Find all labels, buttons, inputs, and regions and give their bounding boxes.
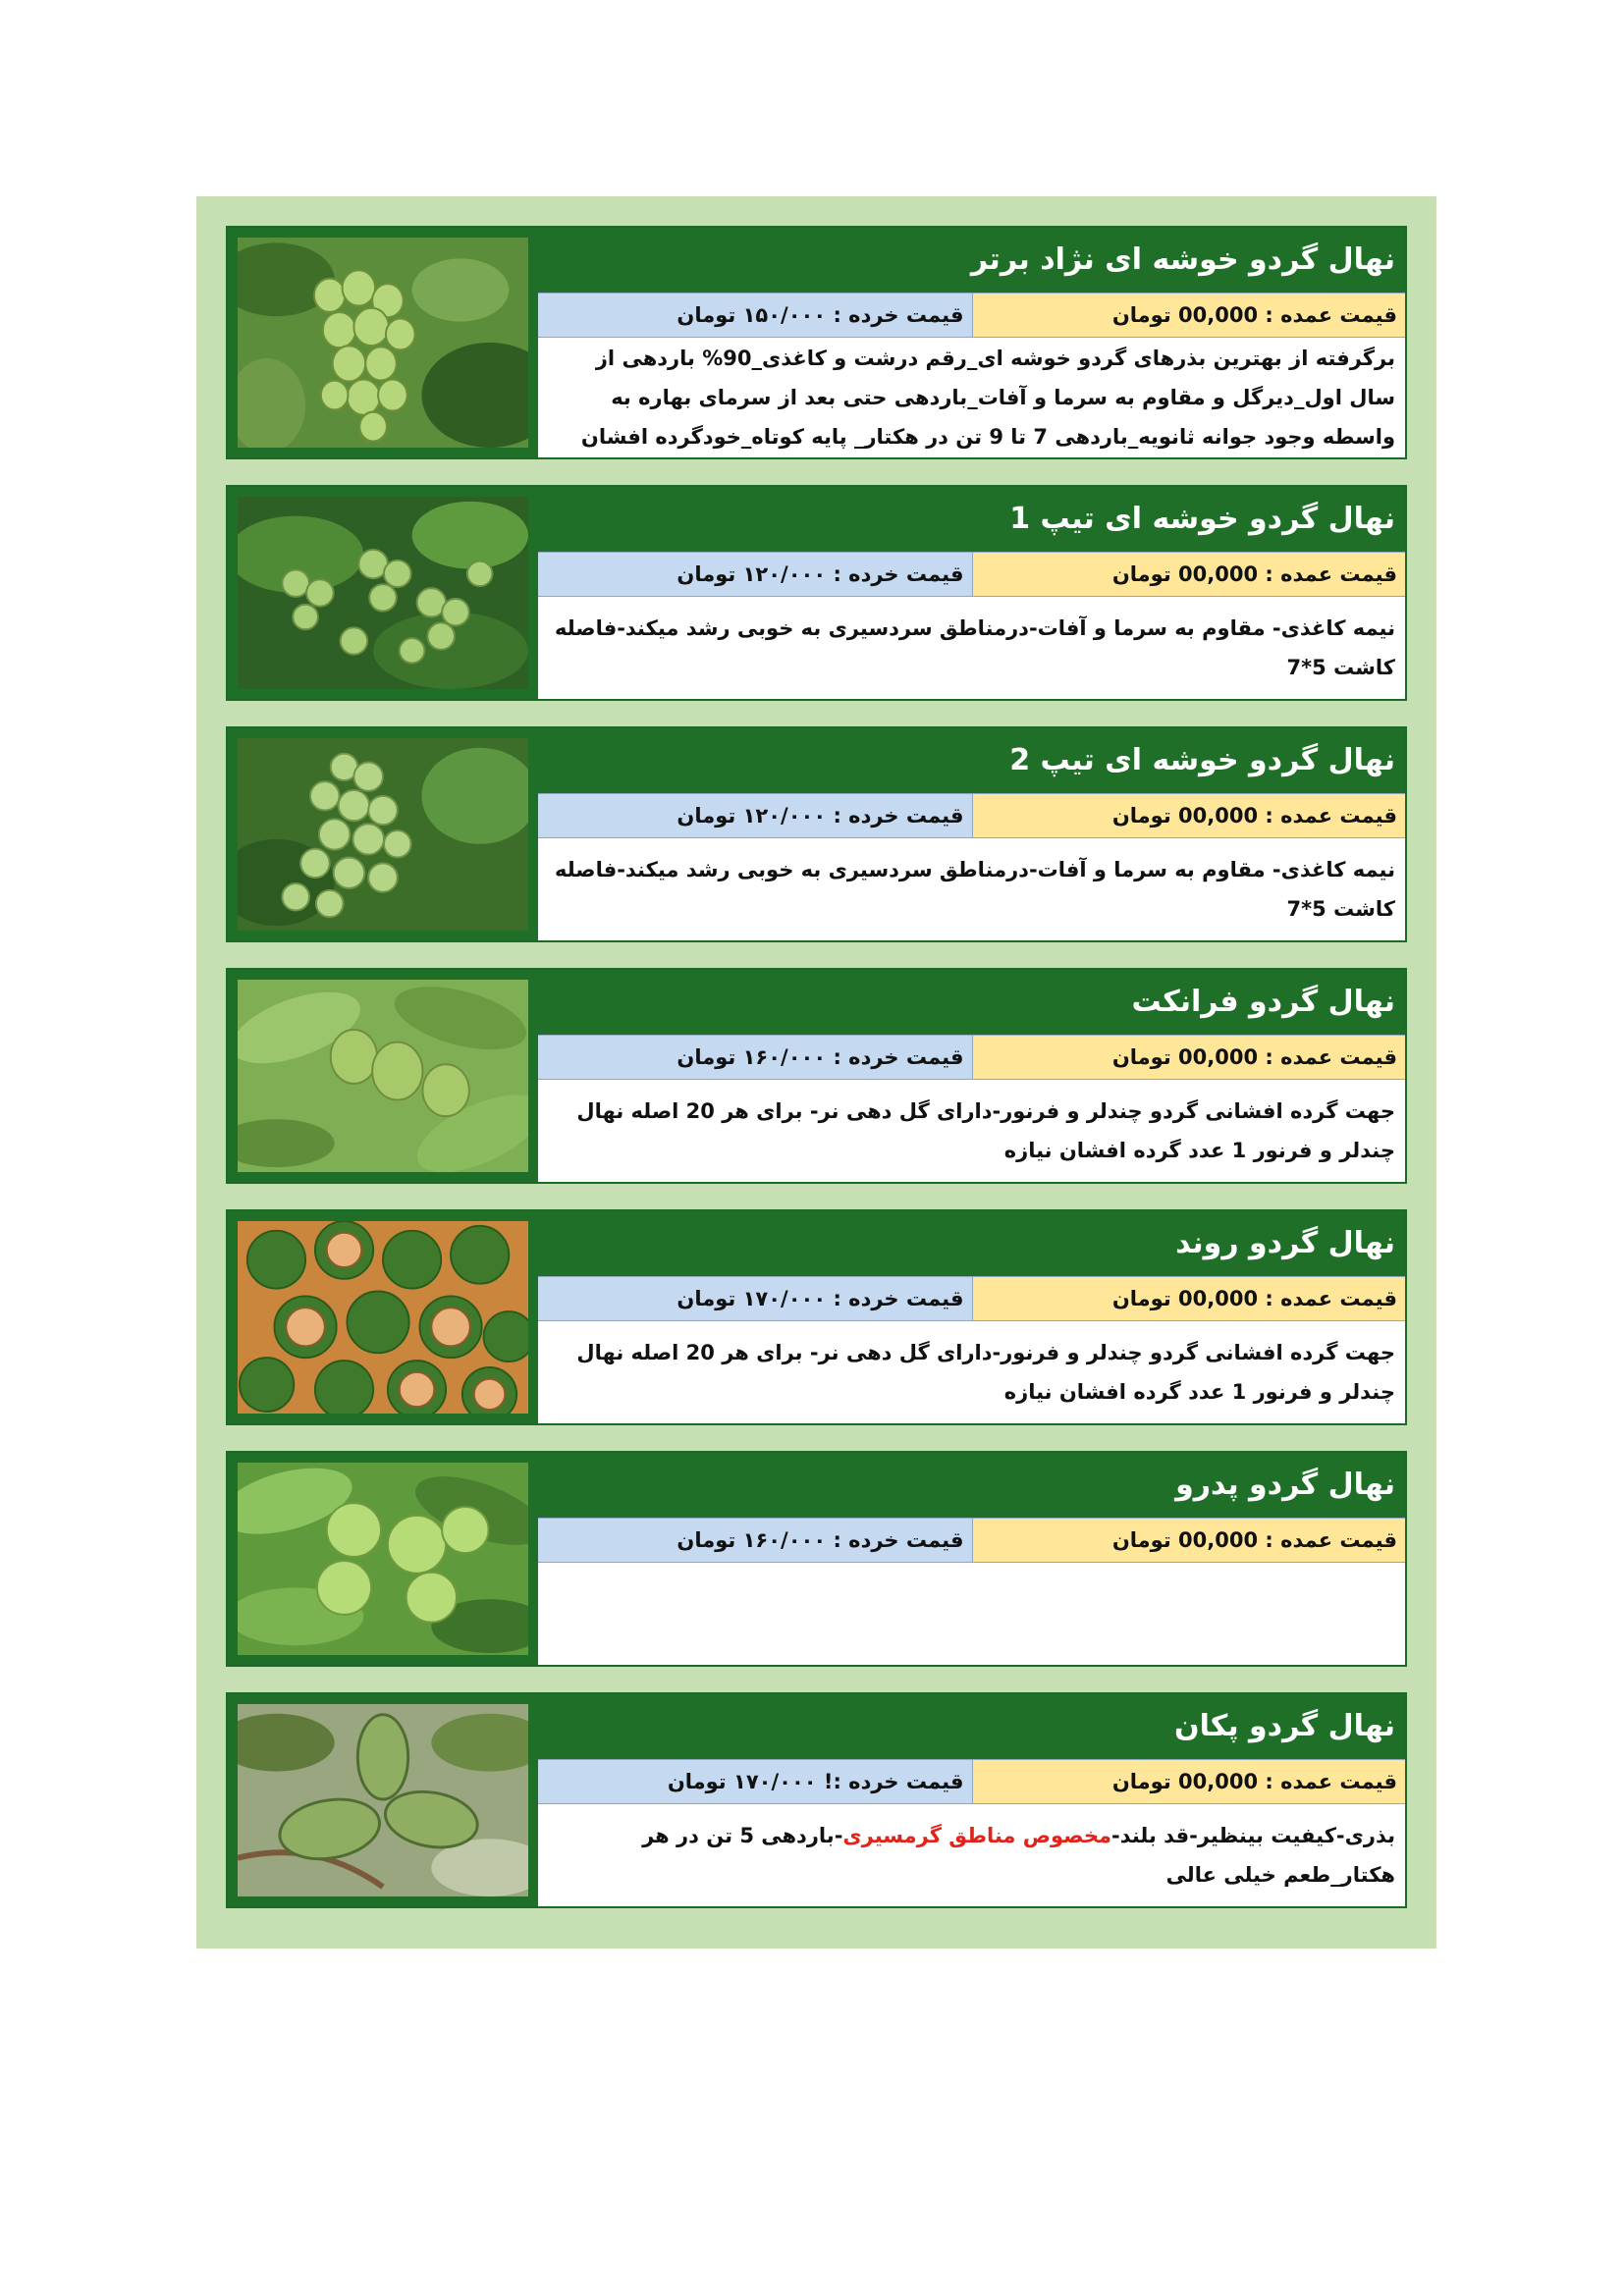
price-row: [538, 552, 1405, 597]
product-description: [538, 1080, 1405, 1182]
price-row: [538, 1035, 1405, 1080]
product-description-text: برگرفته از بهترین بذرهای گردو خوشه ای_رقم درشت و کاغذی_90% باردهی از سال اول_دیرگل و مقاوم به سرما و آفات_باردهی حتی بعد از سرمای بهاره به واسطه وجود جوانه ثانویه_باردهی 7 تا 9 تن در هکتار_ پایه کوتاه_خودگرده افشان: [580, 347, 1395, 449]
walnut-leaves-photo: [238, 980, 528, 1172]
description-part: -باردهی 5 تن در هر هکتار_طعم خیلی عالی: [642, 1824, 1395, 1887]
product-image-frame: [228, 228, 538, 457]
price-row: [538, 1276, 1405, 1321]
catalog-panel: [196, 196, 1436, 1949]
wholesale-price: قیمت عمده : 00,000 تومان: [972, 794, 1406, 837]
retail-price: قیمت خرده : ۱۶۰/۰۰۰ تومان: [538, 1036, 972, 1079]
retail-price: قیمت خرده :! ۱۷۰/۰۰۰ تومان: [538, 1760, 972, 1803]
price-row: [538, 1518, 1405, 1563]
product-description-text: جهت گرده افشانی گردو چندلر و فرنور-دارای گل دهی نر- برای هر 20 اصله نهال چندلر و فرنور 1 عدد گرده افشان نیازه: [576, 1341, 1395, 1404]
product-title: نهال گردو پدرو: [538, 1453, 1405, 1518]
product-image-frame: [228, 728, 538, 940]
product-content: [538, 728, 1405, 940]
product-card: [226, 1209, 1407, 1425]
pecan-photo: [238, 1704, 528, 1896]
product-title: نهال گردو خوشه ای تیپ 1: [538, 487, 1405, 552]
product-description-text: جهت گرده افشانی گردو چندلر و فرنور-دارای گل دهی نر- برای هر 20 اصله نهال چندلر و فرنور 1 عدد گرده افشان نیازه: [576, 1099, 1395, 1162]
wholesale-price: قیمت عمده : 00,000 تومان: [972, 1277, 1406, 1320]
retail-price: قیمت خرده : ۱۲۰/۰۰۰ تومان: [538, 794, 972, 837]
retail-price: قیمت خرده : ۱۷۰/۰۰۰ تومان: [538, 1277, 972, 1320]
product-description: [538, 1804, 1405, 1906]
price-row: [538, 793, 1405, 838]
product-card: [226, 1451, 1407, 1667]
wholesale-price: قیمت عمده : 00,000 تومان: [972, 294, 1406, 337]
product-card: [226, 1692, 1407, 1908]
description-highlight: مخصوص مناطق گرمسیری: [842, 1824, 1111, 1847]
product-content: [538, 970, 1405, 1182]
product-title: نهال گردو خوشه ای نژاد برتر: [538, 228, 1405, 293]
product-card: [226, 968, 1407, 1184]
walnut-cluster-photo: [238, 497, 528, 689]
product-description: [538, 1321, 1405, 1423]
wholesale-price: قیمت عمده : 00,000 تومان: [972, 1519, 1406, 1562]
product-content: [538, 1211, 1405, 1423]
product-title: نهال گردو خوشه ای تیپ 2: [538, 728, 1405, 793]
product-image-frame: [228, 1694, 538, 1906]
product-description: [538, 338, 1405, 457]
product-image-frame: [228, 487, 538, 699]
product-description-text: نیمه کاغذی- مقاوم به سرما و آفات-درمناطق سردسیری به خوبی رشد میکند-فاصله کاشت 5*7: [554, 616, 1395, 679]
cut-walnuts-photo: [238, 1221, 528, 1414]
description-part: بذری-کیفیت بینظیر-قد بلند-: [1111, 1824, 1395, 1847]
retail-price: قیمت خرده : ۱۵۰/۰۰۰ تومان: [538, 294, 972, 337]
product-card: [226, 485, 1407, 701]
product-card: [226, 226, 1407, 459]
walnut-cluster-photo: [238, 738, 528, 931]
product-description-text: [552, 1816, 1395, 1895]
product-content: [538, 487, 1405, 699]
price-row: [538, 293, 1405, 338]
product-title: نهال گردو پکان: [538, 1694, 1405, 1759]
wholesale-price: قیمت عمده : 00,000 تومان: [972, 1760, 1406, 1803]
wholesale-price: قیمت عمده : 00,000 تومان: [972, 553, 1406, 596]
walnut-cluster-photo: [238, 238, 528, 448]
price-row: [538, 1759, 1405, 1804]
wholesale-price: قیمت عمده : 00,000 تومان: [972, 1036, 1406, 1079]
product-description-text: نیمه کاغذی- مقاوم به سرما و آفات-درمناطق سردسیری به خوبی رشد میکند-فاصله کاشت 5*7: [554, 858, 1395, 921]
product-image-frame: [228, 970, 538, 1182]
product-title: نهال گردو روند: [538, 1211, 1405, 1276]
product-card: [226, 726, 1407, 942]
product-content: [538, 1453, 1405, 1665]
product-content: [538, 228, 1405, 457]
retail-price: قیمت خرده : ۱۶۰/۰۰۰ تومان: [538, 1519, 972, 1562]
retail-price: قیمت خرده : ۱۲۰/۰۰۰ تومان: [538, 553, 972, 596]
product-description: [538, 597, 1405, 699]
walnut-leaves-photo: [238, 1463, 528, 1655]
product-image-frame: [228, 1453, 538, 1665]
product-image-frame: [228, 1211, 538, 1423]
product-description: [538, 838, 1405, 940]
product-title: نهال گردو فرانکت: [538, 970, 1405, 1035]
product-content: [538, 1694, 1405, 1906]
product-description: [538, 1563, 1405, 1665]
